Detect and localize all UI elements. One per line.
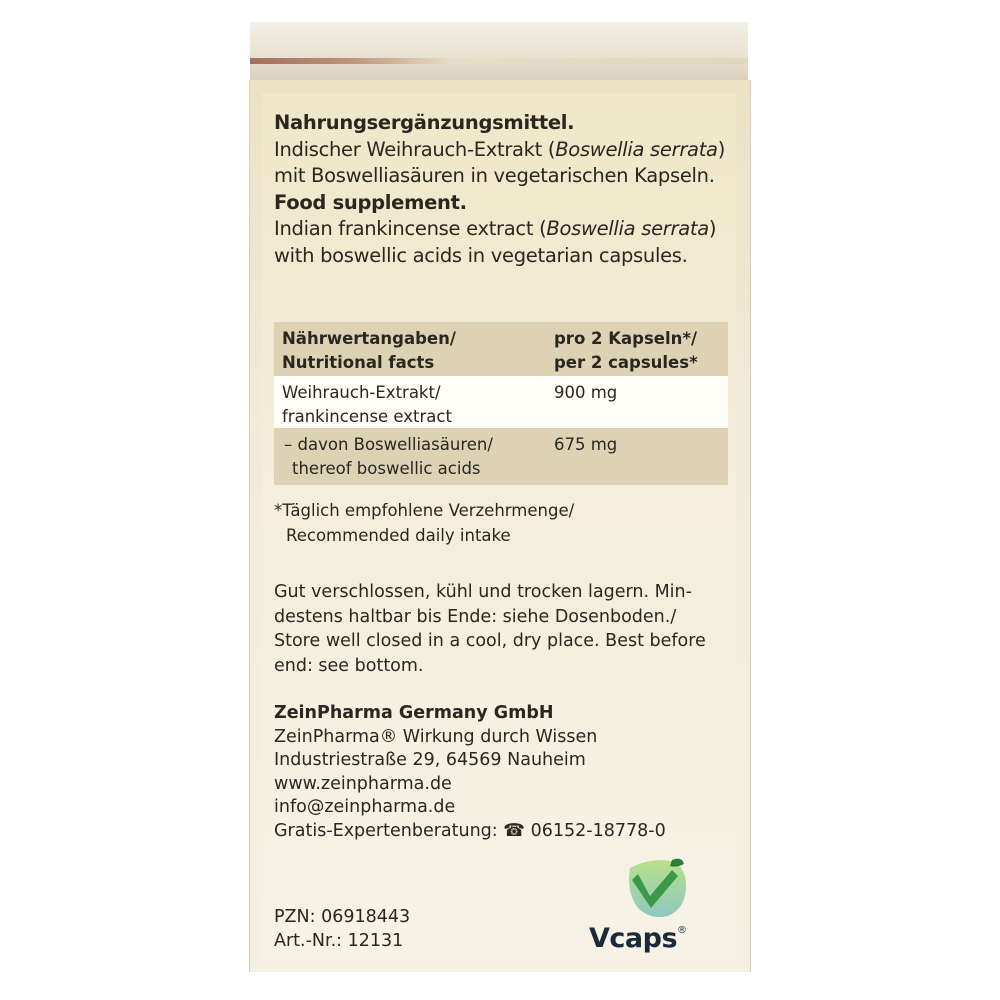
pzn-code: PZN: 06918443 <box>274 907 411 927</box>
header-col1-line2: Nutritional facts <box>282 353 435 372</box>
nutrition-table <box>274 322 728 485</box>
en-heading: Food supplement. <box>274 190 467 214</box>
box-top-stripe <box>250 58 748 64</box>
article-number: Art.-Nr.: 12131 <box>274 930 404 951</box>
header-col2-line1: pro 2 Kapseln*/ <box>554 329 698 348</box>
row-name-line1: Weihrauch-Extrakt/ <box>282 383 441 402</box>
storage-line1: Gut verschlossen, kühl und trocken lagern. Min- <box>274 582 692 602</box>
company-info <box>274 702 666 843</box>
company-hotline: Gratis-Expertenberatung: ☎ 06152-18778-0 <box>274 820 666 841</box>
row-value: 675 mg <box>554 435 618 454</box>
footnote-line2: Recommended daily intake <box>286 526 511 545</box>
storage-line4: end: see bottom. <box>274 655 424 676</box>
header-col2-line2: per 2 capsules* <box>554 353 698 372</box>
row-name-line2: frankincense extract <box>282 407 452 426</box>
row-value: 900 mg <box>554 383 618 402</box>
vcaps-leaf-check-icon <box>624 858 690 920</box>
row-name-line2: thereof boswellic acids <box>292 459 481 478</box>
intake-footnote <box>274 498 574 548</box>
company-name: ZeinPharma Germany GmbH <box>274 703 554 723</box>
company-address: Industriestraße 29, 64569 Nauheim <box>274 750 586 770</box>
product-description <box>274 110 725 269</box>
de-heading: Nahrungsergänzungsmittel. <box>274 111 575 134</box>
storage-instructions <box>274 580 706 678</box>
storage-line2: destens haltbar bis Ende: siehe Dosenboden./ <box>274 606 677 627</box>
footnote-line1: *Täglich empfohlene Verzehrmenge/ <box>274 501 575 520</box>
en-line-2: with boswellic acids in vegetarian capsules. <box>274 243 688 267</box>
row-name-line1: – davon Boswelliasäuren/ <box>284 435 493 454</box>
vcaps-brand: Vcaps® <box>589 923 687 954</box>
en-line-1: Indian frankincense extract (Boswellia serrata) <box>274 217 717 240</box>
box-top-edge <box>250 22 748 82</box>
table-row <box>274 376 728 428</box>
table-row <box>274 428 728 485</box>
header-col1-line1: Nährwertangaben/ <box>282 329 456 348</box>
de-line-2: mit Boswelliasäuren in vegetarischen Kapseln. <box>274 164 715 187</box>
storage-line3: Store well closed in a cool, dry place. Best before <box>274 631 706 651</box>
product-codes <box>274 906 410 953</box>
de-line-1: Indischer Weihrauch-Extrakt (Boswellia serrata) <box>274 137 725 161</box>
nutrition-table-header <box>274 322 728 376</box>
company-email: info@zeinpharma.de <box>274 797 456 817</box>
company-slogan: ZeinPharma® Wirkung durch Wissen <box>274 726 598 747</box>
company-web: www.zeinpharma.de <box>274 773 452 794</box>
